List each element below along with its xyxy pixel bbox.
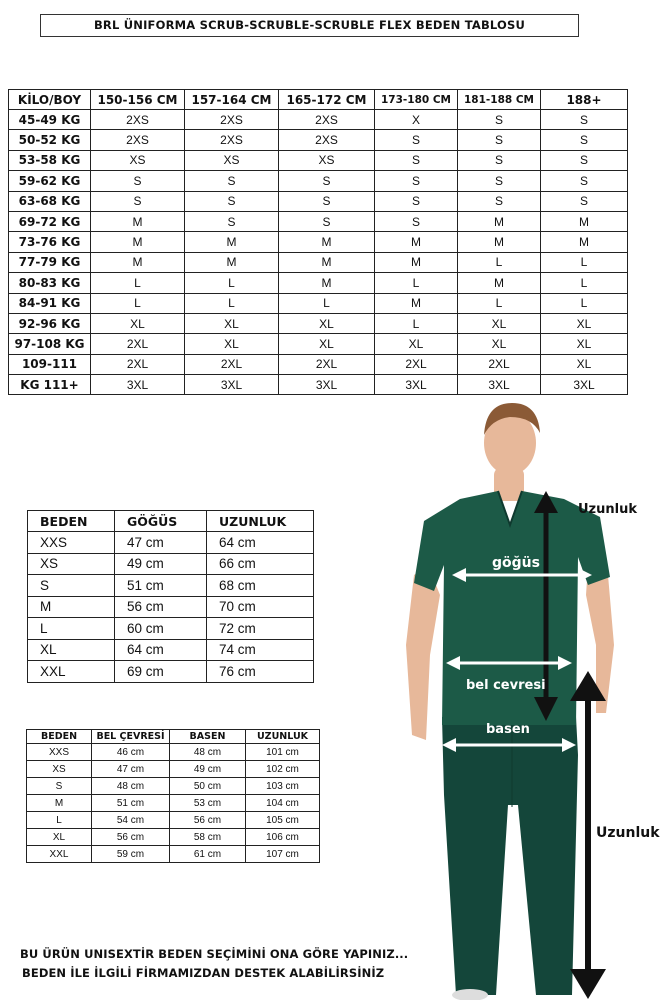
size-cell: L [458,252,541,272]
size-table-row [9,252,628,272]
size-cell: XS [279,150,375,170]
size-cell: 2XL [185,354,279,374]
height-column-header: 188+ [541,90,628,110]
length-cell: 105 cm [246,812,320,829]
size-cell: XS [185,150,279,170]
size-cell: XS [28,553,115,575]
size-cell: L [28,618,115,640]
size-cell: XL [541,334,628,354]
pants-shape [442,717,578,995]
size-cell: S [458,130,541,150]
size-cell: 2XL [91,334,185,354]
hip-cell: 48 cm [170,744,246,761]
size-table-row [9,313,628,333]
size-table-row [9,375,628,395]
size-cell: 3XL [279,375,375,395]
bottom-table-header: BEL ÇEVRESİ [92,730,170,744]
support-note: BEDEN İLE İLGİLİ FİRMAMIZDAN DESTEK ALABİLİRSİNİZ [22,966,385,980]
size-cell: M [541,211,628,231]
size-cell: 2XS [91,110,185,130]
size-cell: L [185,273,279,293]
weight-row-header: 53-58 KG [9,150,91,170]
chest-cell: 60 cm [115,618,207,640]
size-cell: 2XS [185,110,279,130]
size-cell: S [279,211,375,231]
weight-row-header: 109-111 [9,354,91,374]
size-cell: S [375,171,458,191]
bottom-table-header: BASEN [170,730,246,744]
size-table-row [9,334,628,354]
size-table-row [9,191,628,211]
size-cell: 3XL [458,375,541,395]
weight-row-header: 97-108 KG [9,334,91,354]
bottom-measurements-table [26,729,320,863]
size-cell: L [375,273,458,293]
waist-label: bel cevresi [466,678,546,693]
weight-row-header: 69-72 KG [9,211,91,231]
size-cell: XL [279,334,375,354]
bottom-table-row [27,829,320,846]
size-cell: XL [541,313,628,333]
size-cell: XS [91,150,185,170]
size-cell: S [185,171,279,191]
hip-cell: 49 cm [170,761,246,778]
bottom-table-row [27,795,320,812]
size-table-corner-header: KİLO/BOY [9,90,91,110]
hip-cell: 58 cm [170,829,246,846]
size-table-row [9,354,628,374]
size-cell: M [91,232,185,252]
size-cell: XL [28,639,115,661]
waist-cell: 47 cm [92,761,170,778]
weight-row-header: KG 111+ [9,375,91,395]
top-length-label: Uzunluk [578,502,637,517]
page-title: BRL ÜNIFORMA SCRUB-SCRUBLE-SCRUBLE FLEX BEDEN TABLOSU [40,14,579,37]
weight-row-header: 84-91 KG [9,293,91,313]
waist-cell: 59 cm [92,846,170,863]
size-cell: L [541,273,628,293]
weight-row-header: 92-96 KG [9,313,91,333]
top-table-row [28,639,314,661]
top-table-row [28,618,314,640]
size-cell: XS [27,761,92,778]
size-cell: XXS [28,532,115,554]
length-cell: 68 cm [207,575,314,597]
size-cell: 2XL [458,354,541,374]
chest-cell: 47 cm [115,532,207,554]
size-cell: S [91,191,185,211]
top-table-row [28,596,314,618]
size-cell: S [541,110,628,130]
top-table-header: UZUNLUK [207,511,314,532]
size-cell: M [28,596,115,618]
top-table-row [28,553,314,575]
chest-label: göğüs [492,555,540,571]
size-cell: 2XL [91,354,185,374]
size-cell: L [185,293,279,313]
size-cell: L [91,273,185,293]
weight-row-header: 45-49 KG [9,110,91,130]
size-cell: S [185,211,279,231]
size-cell: XXL [28,661,115,683]
size-cell: 3XL [541,375,628,395]
top-measurements-table [27,510,314,683]
bottom-table-header: UZUNLUK [246,730,320,744]
size-cell: S [185,191,279,211]
size-cell: XL [458,313,541,333]
hip-cell: 53 cm [170,795,246,812]
hip-label: basen [486,722,530,737]
length-cell: 106 cm [246,829,320,846]
weight-row-header: 80-83 KG [9,273,91,293]
hip-cell: 56 cm [170,812,246,829]
length-cell: 107 cm [246,846,320,863]
chest-cell: 64 cm [115,639,207,661]
size-cell: L [458,293,541,313]
size-cell: M [185,232,279,252]
weight-row-header: 63-68 KG [9,191,91,211]
size-cell: 2XL [375,354,458,374]
length-cell: 66 cm [207,553,314,575]
size-cell: S [541,130,628,150]
length-cell: 72 cm [207,618,314,640]
length-cell: 64 cm [207,532,314,554]
size-cell: S [458,171,541,191]
size-cell: S [541,150,628,170]
waist-cell: 56 cm [92,829,170,846]
size-cell: XL [541,354,628,374]
size-cell: 2XS [91,130,185,150]
weight-height-size-table [8,89,628,395]
top-table-row [28,661,314,683]
size-cell: M [458,232,541,252]
size-table-row [9,150,628,170]
length-cell: 74 cm [207,639,314,661]
size-table-row [9,232,628,252]
top-table-row [28,532,314,554]
waist-cell: 51 cm [92,795,170,812]
size-cell: S [458,191,541,211]
size-cell: S [91,171,185,191]
size-cell: M [458,273,541,293]
size-cell: L [279,293,375,313]
size-cell: L [91,293,185,313]
size-cell: M [27,795,92,812]
size-cell: S [279,191,375,211]
size-cell: M [375,293,458,313]
length-cell: 103 cm [246,778,320,795]
size-cell: 2XS [279,130,375,150]
top-table-row [28,575,314,597]
chest-cell: 49 cm [115,553,207,575]
size-cell: L [375,313,458,333]
size-cell: 2XS [279,110,375,130]
size-cell: S [541,171,628,191]
size-cell: XXL [27,846,92,863]
size-cell: M [279,273,375,293]
top-table-header: GÖĞÜS [115,511,207,532]
chest-cell: 56 cm [115,596,207,618]
size-table-header-row [9,90,628,110]
size-cell: M [91,252,185,272]
bottom-table-header: BEDEN [27,730,92,744]
weight-row-header: 73-76 KG [9,232,91,252]
waist-cell: 46 cm [92,744,170,761]
size-cell: L [541,252,628,272]
size-table-row [9,211,628,231]
size-cell: L [541,293,628,313]
hip-cell: 50 cm [170,778,246,795]
bottom-table-row [27,761,320,778]
bottom-table-row [27,812,320,829]
size-cell: S [458,110,541,130]
size-cell: M [458,211,541,231]
hip-cell: 61 cm [170,846,246,863]
size-cell: S [541,191,628,211]
size-cell: M [91,211,185,231]
size-cell: M [279,252,375,272]
size-cell: XL [185,313,279,333]
waist-cell: 48 cm [92,778,170,795]
bottom-table-row [27,778,320,795]
waist-cell: 54 cm [92,812,170,829]
size-cell: M [279,232,375,252]
bottom-table-header-row [27,730,320,744]
size-cell: 3XL [185,375,279,395]
size-cell: XL [458,334,541,354]
size-cell: M [375,232,458,252]
length-cell: 104 cm [246,795,320,812]
length-cell: 70 cm [207,596,314,618]
size-cell: XL [185,334,279,354]
size-table-row [9,273,628,293]
left-arm [406,565,440,740]
size-table-row [9,110,628,130]
length-cell: 76 cm [207,661,314,683]
weight-row-header: 59-62 KG [9,171,91,191]
scrub-model-illustration [400,395,667,1000]
size-cell: 3XL [91,375,185,395]
chest-cell: 69 cm [115,661,207,683]
size-cell: XL [279,313,375,333]
size-cell: X [375,110,458,130]
leg-length-label: Uzunluk [596,825,660,841]
size-cell: M [375,252,458,272]
size-cell: M [185,252,279,272]
unisex-note: BU ÜRÜN UNISEXTİR BEDEN SEÇİMİNİ ONA GÖRE YAPINIZ... [20,947,409,961]
weight-row-header: 50-52 KG [9,130,91,150]
size-cell: S [279,171,375,191]
height-column-header: 181-188 CM [458,90,541,110]
top-table-header-row [28,511,314,532]
size-cell: S [375,150,458,170]
size-cell: XXS [27,744,92,761]
size-table-row [9,293,628,313]
size-table-row [9,171,628,191]
size-cell: XL [27,829,92,846]
size-cell: S [458,150,541,170]
height-column-header: 157-164 CM [185,90,279,110]
top-table-header: BEDEN [28,511,115,532]
size-cell: S [28,575,115,597]
chest-cell: 51 cm [115,575,207,597]
weight-row-header: 77-79 KG [9,252,91,272]
size-table-row [9,130,628,150]
size-cell: 3XL [375,375,458,395]
size-cell: XL [375,334,458,354]
size-cell: S [375,130,458,150]
size-cell: 2XL [279,354,375,374]
size-cell: L [27,812,92,829]
size-cell: S [375,211,458,231]
bottom-table-row [27,744,320,761]
bottom-table-row [27,846,320,863]
size-cell: 2XS [185,130,279,150]
height-column-header: 173-180 CM [375,90,458,110]
size-cell: XL [91,313,185,333]
size-cell: M [541,232,628,252]
height-column-header: 165-172 CM [279,90,375,110]
length-cell: 102 cm [246,761,320,778]
height-column-header: 150-156 CM [91,90,185,110]
size-cell: S [375,191,458,211]
size-cell: S [27,778,92,795]
length-cell: 101 cm [246,744,320,761]
